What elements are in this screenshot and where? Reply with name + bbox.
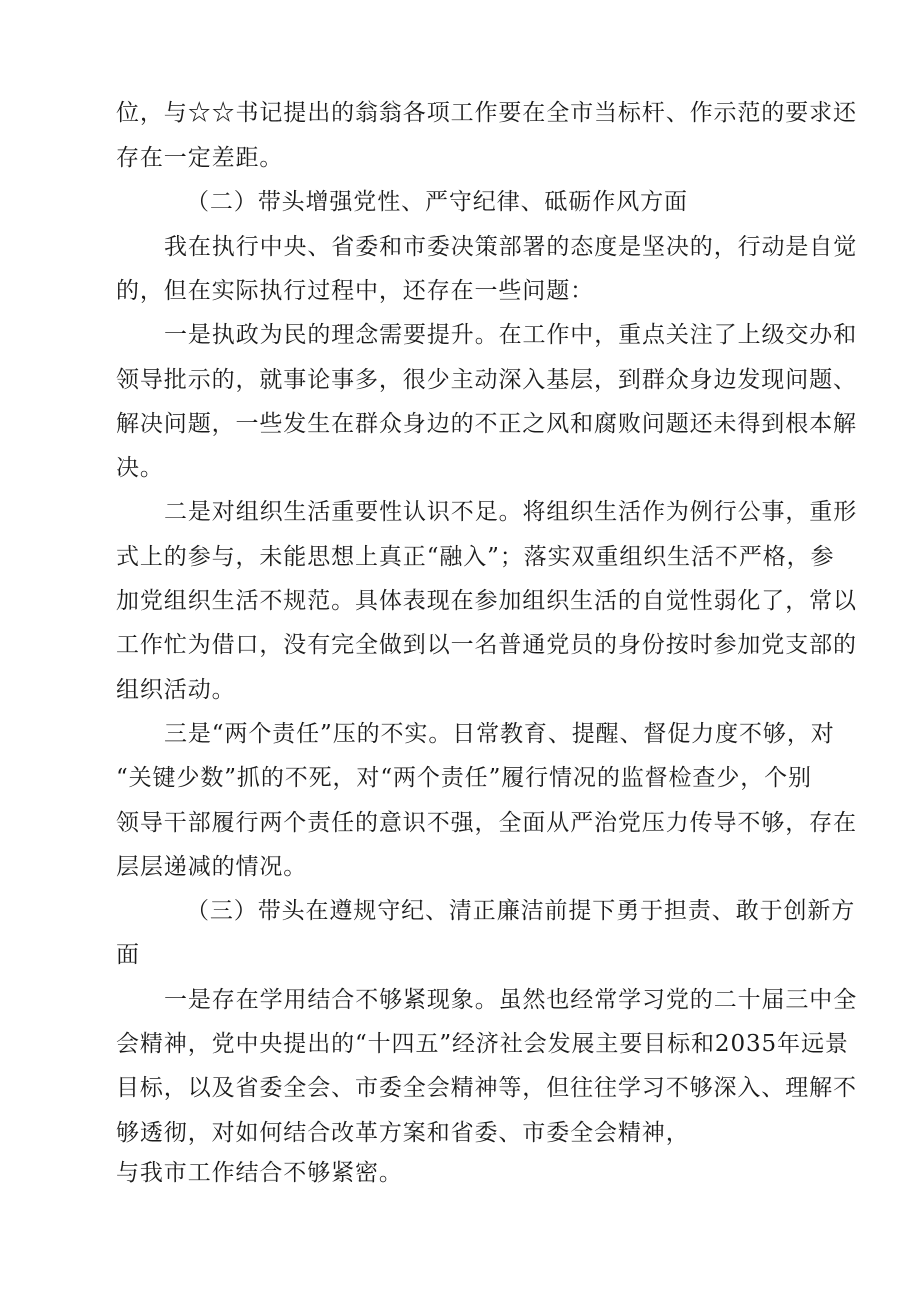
body-line: 层层递减的情况。 <box>116 854 308 880</box>
body-line: 加党组织生活不规范。具体表现在参加组织生活的自觉性弱化了，常以 <box>116 588 857 614</box>
body-line: 存在一定差距。 <box>116 145 284 171</box>
body-line: 与我市工作结合不够紧密。 <box>116 1160 403 1186</box>
section-heading-3-continued: 面 <box>116 942 140 968</box>
body-line: “关键少数”抓的不死，对“两个责任”履行情况的监督检查少，个别 <box>116 765 812 791</box>
paragraph-start: 一是存在学用结合不够紧现象。虽然也经常学习党的二十届三中全 <box>164 987 858 1013</box>
body-line: 领导批示的，就事论事多，很少主动深入基层，到群众身边发现问题、 <box>116 367 857 393</box>
body-line: 目标，以及省委全会、市委全会精神等，但往往学习不够深入、理解不 <box>116 1075 857 1101</box>
body-line: 解决问题，一些发生在群众身边的不正之风和腐败问题还未得到根本解 <box>116 411 857 437</box>
section-heading-2: （二）带头增强党性、严守纪律、砥砺作风方面 <box>186 189 688 215</box>
body-line: 领导干部履行两个责任的意识不强，全面从严治党压力传导不够，存在 <box>116 810 857 836</box>
body-line: 组织活动。 <box>116 677 236 703</box>
body-line: 够透彻，对如何结合改革方案和省委、市委全会精神， <box>116 1120 690 1146</box>
body-line: 的，但在实际执行过程中，还存在一些问题： <box>116 278 594 304</box>
body-line: 工作忙为借口，没有完全做到以一名普通党员的身份按时参加党支部的 <box>116 632 857 658</box>
paragraph-start: 三是“两个责任”压的不实。日常教育、提醒、督促力度不够，对 <box>164 721 835 747</box>
body-line: 会精神，党中央提出的“十四五”经济社会发展主要目标和2035年远景 <box>116 1031 849 1057</box>
body-line: 决。 <box>116 455 164 481</box>
body-line: 位，与☆☆书记提出的翁翁各项工作要在全市当标杆、作示范的要求还 <box>116 100 857 126</box>
paragraph-start: 一是执政为民的理念需要提升。在工作中，重点关注了上级交办和 <box>164 322 858 348</box>
paragraph-start: 我在执行中央、省委和市委决策部署的态度是坚决的，行动是自觉 <box>164 234 858 260</box>
section-heading-3: （三）带头在遵规守纪、清正廉洁前提下勇于担责、敢于创新方 <box>186 898 856 924</box>
paragraph-start: 二是对组织生活重要性认识不足。将组织生活作为例行公事，重形 <box>164 499 858 525</box>
body-line: 式上的参与，未能思想上真正“融入”；落实双重组织生活不严格，参 <box>116 544 835 570</box>
